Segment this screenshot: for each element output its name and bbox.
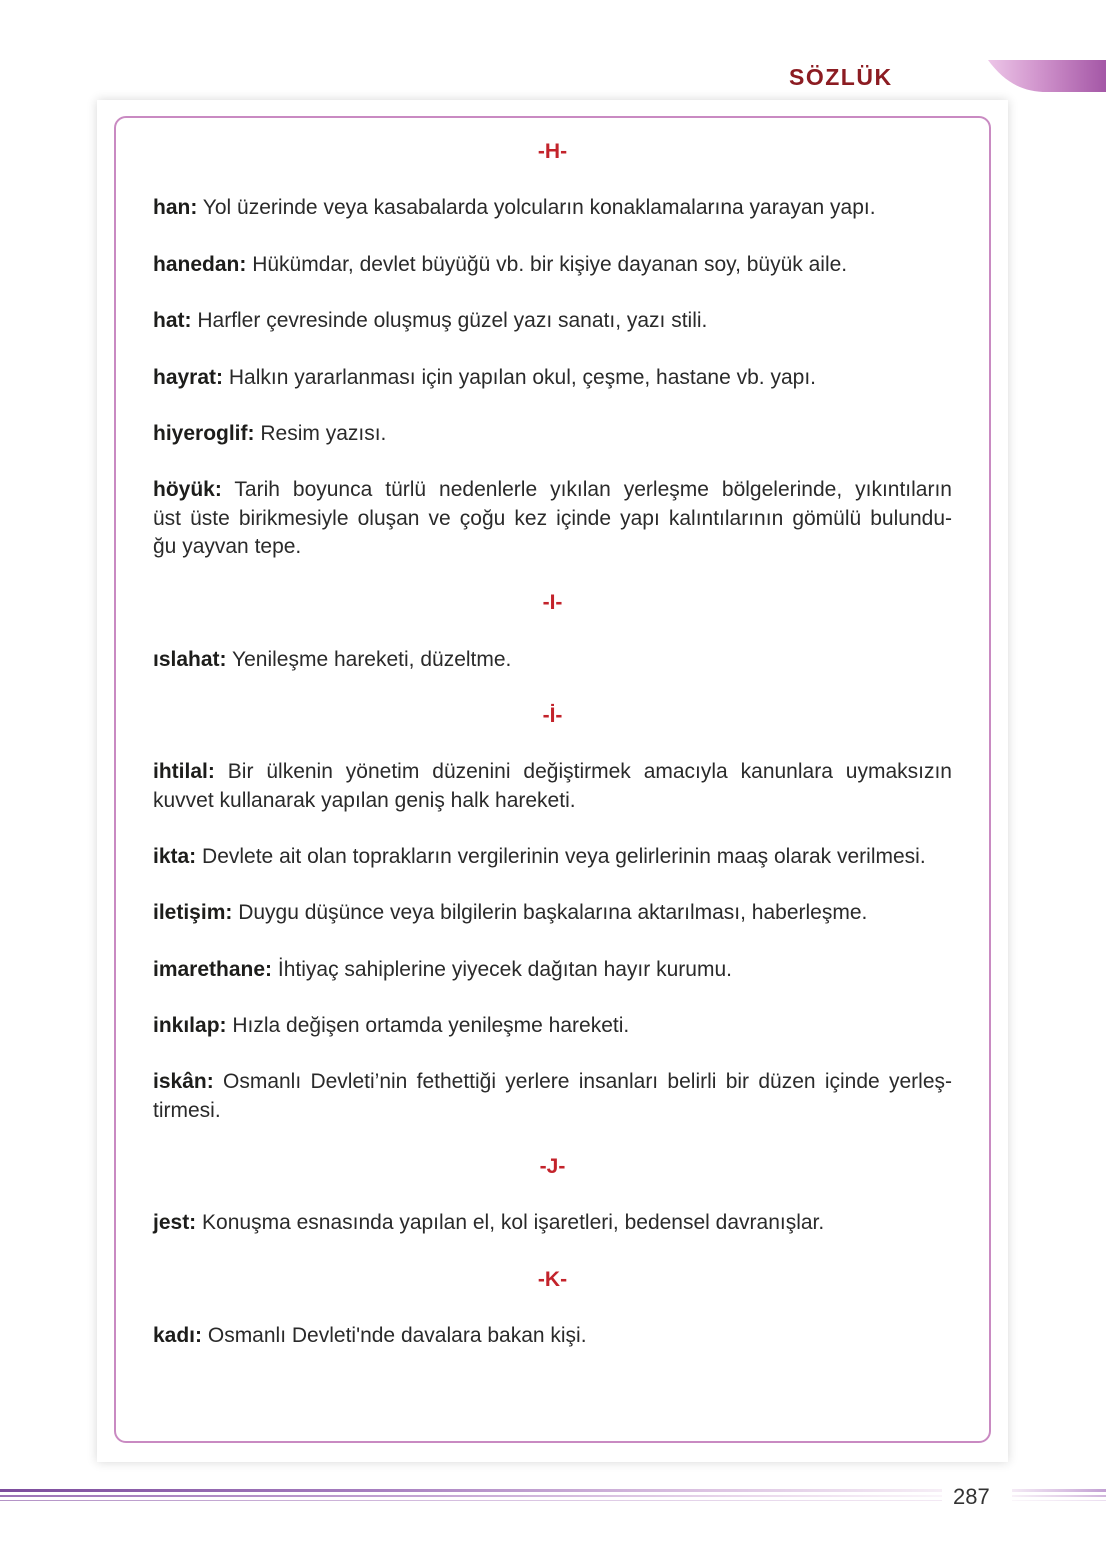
- entry-iletisim: [153, 899, 952, 927]
- entry-line: ğu yayvan tepe.: [153, 534, 302, 558]
- footer-rule: [0, 1489, 942, 1492]
- entry-definition: Yol üzerinde veya kasabalarda yolcuların konaklamalarına yarayan yapı.: [202, 196, 876, 220]
- entry-definition: Hızla değişen ortamda yenileşme hareketi.: [232, 1014, 630, 1038]
- entry-hayrat: [153, 364, 952, 392]
- entry-line: [153, 1012, 952, 1040]
- entry-definition: Tarih boyunca türlü nedenlerle yıkılan yerleşme bölgelerinde, yıkıntıların: [234, 478, 952, 502]
- entry-term: hat:: [153, 309, 192, 333]
- entry-term: ihtilal:: [153, 760, 215, 784]
- entry-definition: Yenileşme hareketi, düzeltme.: [232, 647, 512, 671]
- entry-definition: İhtiyaç sahiplerine yiyecek dağıtan hayır kurumu.: [277, 957, 732, 981]
- entry-line: [153, 843, 952, 871]
- footer-rule: [0, 1495, 942, 1497]
- entry-definition: Osmanlı Devleti’nin fethettiği yerlere insanları belirli bir düzen içinde yerleş-: [223, 1070, 952, 1094]
- page-number: 287: [953, 1484, 990, 1509]
- entry-term: hayrat:: [153, 365, 224, 389]
- entry-iskan: [153, 1068, 952, 1124]
- entry-term: imarethane:: [153, 957, 273, 981]
- entry-islahat: [153, 646, 952, 674]
- entry-definition: Konuşma esnasında yapılan el, kol işaretleri, bedensel davranışlar.: [202, 1211, 825, 1235]
- entry-hoyuk: [153, 476, 952, 561]
- entry-line: [153, 364, 952, 392]
- entry-definition: Osmanlı Devleti'nde davalara bakan kişi.: [207, 1324, 587, 1348]
- entry-term: inkılap:: [153, 1014, 227, 1038]
- entry-definition: Duygu düşünce veya bilgilerin başkalarına aktarılması, haberleşme.: [238, 901, 868, 925]
- section-heading-j: -J-: [539, 1155, 566, 1179]
- entry-line: [153, 1322, 952, 1350]
- entry-line: [153, 420, 952, 448]
- footer-rule: [1012, 1495, 1106, 1497]
- entry-line: [153, 476, 952, 504]
- entry-line: [153, 307, 952, 335]
- entry-term: ikta:: [153, 844, 197, 868]
- glossary-frame: [114, 116, 991, 1443]
- entry-hiyeroglif: [153, 420, 952, 448]
- entry-term: höyük:: [153, 478, 222, 502]
- section-heading-h: -H-: [537, 140, 568, 163]
- entry-line: [153, 1209, 952, 1237]
- footer-rule: [0, 1500, 942, 1501]
- entry-term: jest:: [153, 1211, 197, 1235]
- entry-term: iletişim:: [153, 901, 233, 925]
- entry-imarethane: [153, 956, 952, 984]
- entry-line: kuvvet kullanarak yapılan geniş halk hareketi.: [153, 788, 576, 812]
- entry-definition: Hükümdar, devlet büyüğü vb. bir kişiye dayanan soy, büyük aile.: [252, 252, 848, 276]
- entry-line: [153, 251, 952, 279]
- section-heading-i-dotless: -I-: [542, 591, 563, 615]
- entry-term: ıslahat:: [153, 647, 227, 671]
- entry-term: kadı:: [153, 1324, 203, 1348]
- entry-definition: Halkın yararlanması için yapılan okul, çeşme, hastane vb. yapı.: [228, 365, 816, 389]
- section-heading-k: -K-: [537, 1267, 568, 1291]
- entry-line: [153, 194, 952, 222]
- footer-rule: [1012, 1489, 1106, 1492]
- entry-ikta: [153, 843, 952, 871]
- entry-line: tirmesi.: [153, 1098, 221, 1122]
- entry-definition: Bir ülkenin yönetim düzenini değiştirmek amacıyla kanunlara uymaksızın: [227, 760, 952, 784]
- page-title: SÖZLÜK: [789, 64, 893, 90]
- entry-kadi: [153, 1322, 952, 1350]
- entry-term: hiyeroglif:: [153, 421, 255, 445]
- entry-definition: Resim yazısı.: [260, 421, 387, 445]
- entry-jest: [153, 1209, 952, 1237]
- entry-line: [153, 899, 952, 927]
- entry-line: üst üste birikmesiyle oluşan ve çoğu kez içinde yapı kalıntılarının gömülü bulundu-: [153, 506, 952, 530]
- entry-definition: Devlete ait olan toprakların vergilerinin veya gelirlerinin maaş olarak verilmesi.: [202, 844, 926, 868]
- entry-line: [153, 1068, 952, 1096]
- entry-term: iskân:: [153, 1070, 214, 1094]
- entry-ihtilal: [153, 758, 952, 814]
- corner-tab-decoration: [985, 59, 1106, 93]
- entry-inkilap: [153, 1012, 952, 1040]
- entry-term: han:: [153, 196, 198, 220]
- entry-han: [153, 194, 952, 222]
- section-heading-i-dotted: -İ-: [542, 703, 563, 727]
- entry-line: [153, 646, 952, 674]
- entry-hanedan: [153, 251, 952, 279]
- entry-term: hanedan:: [153, 252, 247, 276]
- footer-rule: [1012, 1500, 1106, 1501]
- entry-hat: [153, 307, 952, 335]
- entry-definition: Harfler çevresinde oluşmuş güzel yazı sanatı, yazı stili.: [197, 309, 708, 333]
- entry-line: [153, 956, 952, 984]
- entry-line: [153, 758, 952, 786]
